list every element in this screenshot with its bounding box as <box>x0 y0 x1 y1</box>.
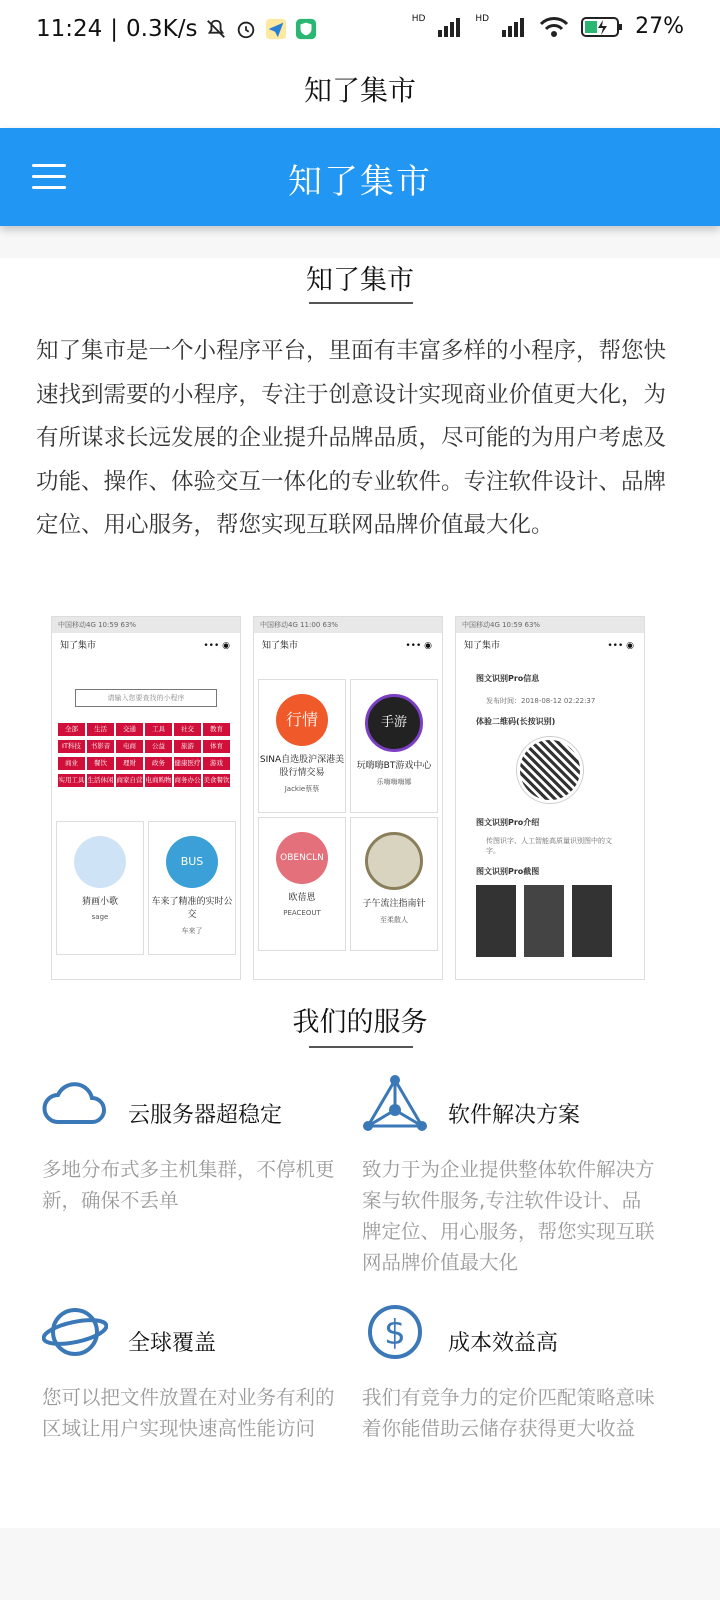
mini-menu-icon: ••• ◉ <box>203 641 230 651</box>
mini-category-tag: IT科技 <box>58 740 85 753</box>
status-bar <box>0 0 720 66</box>
navbar-title: 知了集市 <box>288 162 432 202</box>
mini-card <box>56 821 144 955</box>
hd-label-2: HD <box>475 13 490 24</box>
mini-category-tag: 工具 <box>145 723 172 736</box>
mini-category-tag: 餐饮 <box>87 757 114 770</box>
mini-status-bar: 中国移动4G 11:00 63% <box>254 617 442 633</box>
mini-card-name: 欧蓓恩 <box>288 893 316 903</box>
status-time: 11:24 <box>36 16 103 42</box>
about-text: 知了集市是一个小程序平台，里面有丰富多样的小程序，帮您快速找到需要的小程序，专注于创意设计实现商业价值更大化，为有所谋求长远发展的企业提升品牌品质，尽可能的为用户考虑及功能、操作、体验交互一体化的专业软件。专注软件设计、品牌定位、用心服务，帮您实现互联网品牌价值最大化。 <box>36 338 667 538</box>
mini-title-bar <box>456 633 644 659</box>
mini-title-bar <box>52 633 240 659</box>
mini-category-tag: 电商购物 <box>145 774 172 787</box>
network-icon <box>362 1074 428 1134</box>
thumb-image <box>476 885 516 957</box>
brand-logo: OBENCLN <box>276 832 328 884</box>
mini-title: 知了集市 <box>60 641 97 651</box>
service-desc: 致力于为企业提供整体软件解决方案与软件服务,专注软件设计、品牌定位、用心服务，帮您实现互联网品牌价值最大化 <box>362 1158 655 1274</box>
mini-card-name: SINA自选股沪深港美股行情交易 <box>259 755 345 778</box>
mini-category-tag: 政务 <box>145 757 172 770</box>
mini-category-tag: 教育 <box>203 723 230 736</box>
detail-publish: 发布时间：2018-08-12 02:22:37 <box>486 697 596 705</box>
mini-category-tag: 理财 <box>116 757 143 770</box>
mini-card-grid <box>258 679 438 951</box>
mini-category-tag: 美食餐饮 <box>203 774 230 787</box>
detail-intro-title: 图文识别Pro介绍 <box>476 818 540 827</box>
send-icon <box>265 18 287 40</box>
mini-category-tag: 实用工具 <box>58 774 85 787</box>
detail-info-title: 图文识别Pro信息 <box>476 674 540 683</box>
mini-category-tag: 健康医疗 <box>174 757 201 770</box>
mini-status-bar: 中国移动4G 10:59 63% <box>456 617 644 633</box>
service-desc: 您可以把文件放置在对业务有利的区域让用户实现快速高性能访问 <box>42 1386 335 1440</box>
mini-search-input: 请输入您要查找的小程序 <box>75 689 217 707</box>
mini-menu-icon: ••• ◉ <box>405 641 432 651</box>
about-title: 知了集市 <box>306 265 414 296</box>
mini-card-grid <box>56 821 236 955</box>
mini-title: 知了集市 <box>262 641 299 651</box>
mini-category-tag: 交通 <box>116 723 143 736</box>
mini-title-bar <box>254 633 442 659</box>
services-title: 我们的服务 <box>292 1007 428 1038</box>
mini-category-tag: 公益 <box>145 740 172 753</box>
thumb-image <box>572 885 612 957</box>
mini-category-tag: 体育 <box>203 740 230 753</box>
mini-category-grid <box>58 723 240 787</box>
window-title: 知了集市 <box>0 66 720 128</box>
wifi-icon <box>539 16 569 38</box>
mini-category-tag: 生活 <box>87 723 114 736</box>
app-navbar <box>0 128 720 226</box>
status-speed: 0.3K/s <box>126 16 198 42</box>
mini-menu-icon: ••• ◉ <box>607 641 634 651</box>
mini-card-author: 至柔散人 <box>380 916 408 924</box>
cloud-icon <box>42 1074 108 1134</box>
game-logo: 手游 <box>365 694 423 752</box>
screenshot-list[interactable] <box>253 616 443 980</box>
service-desc: 多地分布式多主机集群，不停机更新，确保不丢单 <box>42 1158 335 1212</box>
mini-card-name: 猜画小歌 <box>81 897 118 907</box>
mini-card <box>148 821 236 955</box>
service-title: 云服务器超稳定 <box>128 1103 283 1128</box>
screenshot-detail[interactable] <box>455 616 645 980</box>
services-underline <box>309 1046 413 1048</box>
service-title: 软件解决方案 <box>448 1103 581 1128</box>
mini-title: 知了集市 <box>464 641 501 651</box>
detail-shots-title: 图文识别Pro截图 <box>476 867 540 876</box>
mini-category-tag: 商务办公 <box>174 774 201 787</box>
mini-category-tag: 社交 <box>174 723 201 736</box>
market-logo: 行情 <box>276 694 328 746</box>
mini-category-tag: 游戏 <box>203 757 230 770</box>
detail-intro-text: 传图识字、人工智能高质量识别图中的文字。 <box>486 837 612 855</box>
battery-percent: 27% <box>635 14 684 39</box>
mini-card-author: 乐嗨嗨嗨娜 <box>376 778 412 786</box>
mini-card-author: Jackie蔡蔡 <box>284 785 320 793</box>
service-title: 成本效益高 <box>448 1331 559 1356</box>
mini-category-tag: 电商 <box>116 740 143 753</box>
mini-card-name: 玩嗨嗨BT游戏中心 <box>356 761 432 771</box>
mini-category-tag: 商家自营 <box>116 774 143 787</box>
hand-icon <box>74 836 126 888</box>
battery-icon <box>581 16 623 38</box>
svg-text:$: $ <box>384 1313 406 1353</box>
mini-card <box>350 679 438 813</box>
service-title: 全球覆盖 <box>128 1331 217 1356</box>
mini-card-author: 车来了 <box>181 927 203 935</box>
hd-label-1: HD <box>411 13 426 24</box>
mini-detail <box>456 673 644 957</box>
service-desc: 我们有竞争力的定价匹配策略意味着你能借助云储存获得更大收益 <box>362 1386 655 1440</box>
mini-card-name: 子午流注指南针 <box>362 899 426 909</box>
mini-card <box>350 817 438 951</box>
status-right <box>412 14 684 39</box>
mini-card-author: sage <box>91 913 109 921</box>
mini-card-author: PEACEOUT <box>283 909 321 917</box>
main-content <box>0 258 720 1528</box>
status-separator: | <box>110 16 119 42</box>
planet-icon <box>42 1302 108 1362</box>
status-left <box>36 16 317 42</box>
detail-qr-title: 体验二维码(长按识别) <box>476 717 556 726</box>
mini-category-tag: 旅游 <box>174 740 201 753</box>
about-underline <box>309 302 413 304</box>
bus-icon: BUS <box>166 836 218 888</box>
shield-icon <box>295 18 317 40</box>
signal-icon-2 <box>501 16 527 38</box>
mini-category-tag: 商业 <box>58 757 85 770</box>
mini-category-tag: 全部 <box>58 723 85 736</box>
compass-icon <box>365 832 423 890</box>
mini-status-bar: 中国移动4G 10:59 63% <box>52 617 240 633</box>
detail-thumbnails <box>476 885 624 957</box>
mini-card <box>258 679 346 813</box>
screenshot-home[interactable] <box>51 616 241 980</box>
mini-category-tag: 生活休闲 <box>87 774 114 787</box>
alarm-icon <box>235 18 257 40</box>
signal-icon <box>437 16 463 38</box>
dollar-icon <box>362 1302 428 1362</box>
mini-category-tag: 书影音 <box>87 740 114 753</box>
mute-icon <box>205 18 227 40</box>
qr-code-image <box>517 737 583 803</box>
mini-card-name: 车来了精准的实时公交 <box>151 897 233 920</box>
thumb-image <box>524 885 564 957</box>
mini-card <box>258 817 346 951</box>
